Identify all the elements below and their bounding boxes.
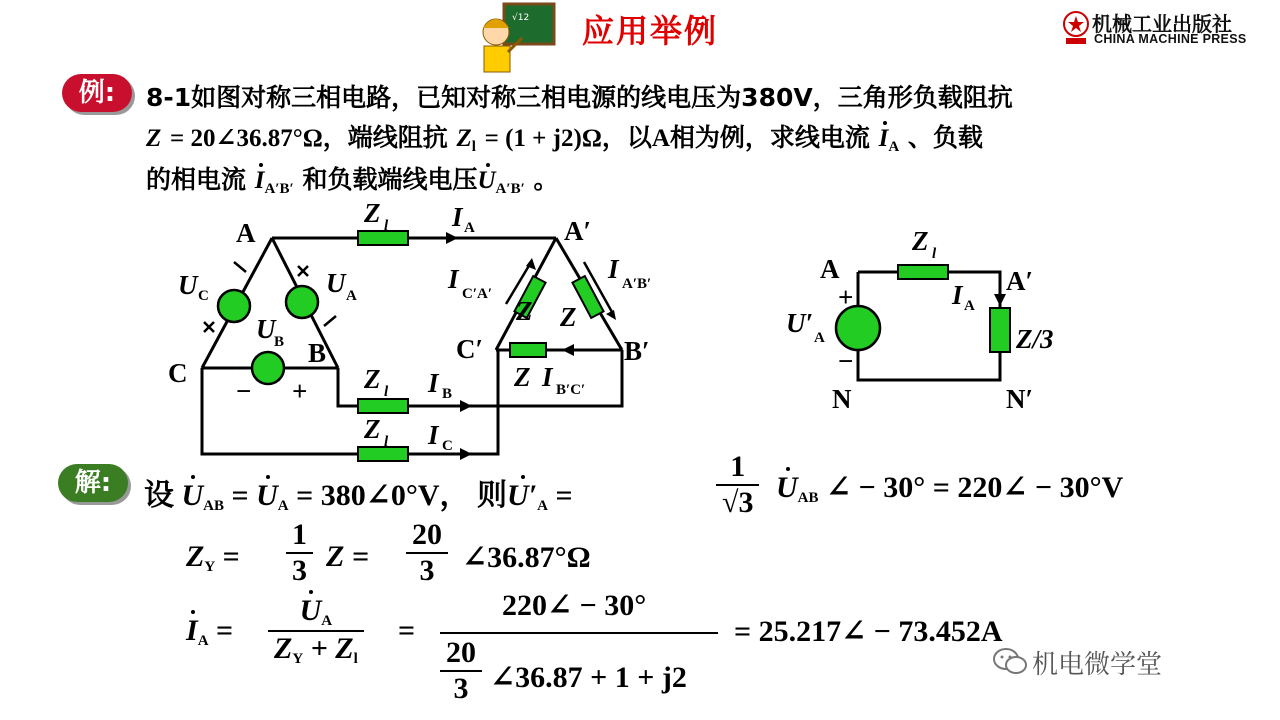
svg-text:B: B [274, 334, 285, 350]
equation-3-result: = 25.217∠ − 73.452A [734, 615, 1003, 648]
svg-text:C: C [442, 438, 453, 454]
wechat-icon [992, 646, 1028, 676]
publisher-name-en: CHINA MACHINE PRESS [1094, 32, 1247, 46]
label-IA: I [952, 280, 963, 310]
label-IAB: I [608, 254, 619, 284]
node-A: A [820, 254, 840, 284]
node-N-prime: N′ [1006, 384, 1034, 414]
node-A-prime: A′ [1006, 266, 1034, 296]
equation-3-denominator-tail: ∠36.87 + 1 + j2 [490, 661, 687, 694]
label-IA: I [452, 202, 463, 232]
example-badge: 例: [62, 74, 132, 112]
label-Zl-A: Z [364, 200, 381, 228]
node-B-prime: B′ [624, 336, 650, 366]
label-ICA: I [448, 264, 459, 294]
node-N: N [832, 384, 852, 414]
page-title: 应用举例 [582, 12, 719, 50]
label-UA-prime: U′ [786, 308, 814, 338]
equation-2: $Z_Y$ = [186, 540, 240, 575]
label-UB: U [256, 314, 276, 344]
problem-line-2: Z = 20∠36.87°Ω，端线阻抗 $Z_l = (1 + j2)\Omega$，以A相为例，求线电流 $I_A$ 、负载 [146, 123, 983, 155]
node-A: A [236, 218, 256, 248]
node-C-prime: C′ [456, 334, 484, 364]
label-UA: U [326, 268, 346, 298]
svg-text:C′A′: C′A′ [462, 286, 493, 302]
equation-3-numerator: 220∠ − 30° [502, 589, 647, 622]
equation-2-z: Z = [326, 540, 369, 573]
svg-text:A: A [814, 330, 825, 346]
label-Z-AB: Z [560, 302, 577, 332]
publisher-name-cn: 机械工业出版社 [1092, 12, 1232, 36]
svg-text:√12: √12 [512, 13, 530, 23]
node-A-prime: A′ [564, 216, 592, 246]
label-Z3: Z/3 [1016, 324, 1054, 354]
label-IBC: I [542, 362, 553, 392]
label-Z-BC: Z [514, 362, 531, 392]
svg-text:l: l [384, 384, 389, 400]
fraction-1-over-3: $\frac{1}{3}$ [286, 518, 313, 588]
svg-text:A′B′: A′B′ [622, 276, 652, 292]
problem-line-3: 的相电流 $I_{A'B'}$ 和负载端线电压$U_{A'B'}$ 。 [146, 165, 559, 197]
label-UC: U [178, 270, 198, 300]
minus-sign: − [236, 376, 252, 406]
svg-text:A: A [964, 298, 975, 314]
plus-sign: + [838, 282, 854, 312]
label-IB: I [428, 368, 439, 398]
single-phase-equivalent-circuit [780, 220, 1080, 420]
fraction-20-over-3: $\frac{20}{3}$ [406, 518, 448, 588]
equation-3: $I_A$ = [186, 614, 234, 649]
label-Z-CA: Z [516, 296, 533, 326]
three-phase-circuit-diagram [160, 200, 680, 470]
svg-text:A: A [346, 288, 357, 304]
svg-text:l: l [932, 246, 937, 262]
fraction-bar [440, 632, 718, 634]
fraction-20-over-3-den: $\frac{20}{3}$ [440, 636, 482, 706]
solution-badge: 解: [58, 464, 128, 502]
teacher-illustration [472, 2, 556, 76]
problem-line-1: 8-1如图对称三相电路，已知对称三相电源的线电压为380V，三角形负载阻抗 [146, 83, 1013, 112]
fraction-ua-over-z: $\frac{U_A}{Z_Y + Z_l}$ [268, 594, 364, 668]
fraction-1-over-root3: $\frac{1}{√3}$ [716, 450, 759, 520]
equation-3-eq: = [398, 614, 416, 647]
plus-sign: + [292, 376, 308, 406]
watermark-text: 机电微学堂 [1032, 650, 1163, 680]
equation-2-tail: ∠36.87°Ω [462, 541, 591, 574]
label-IC: I [428, 420, 439, 450]
minus-sign: − [838, 346, 854, 376]
equation-1-tail: $U_{AB}$ ∠ − 30° = 220∠ − 30°V [776, 471, 1124, 506]
node-B: B [308, 338, 327, 368]
label-Zl-C: Z [364, 414, 381, 444]
svg-text:B′C′: B′C′ [556, 382, 586, 398]
svg-text:l: l [384, 218, 389, 234]
svg-text:A: A [464, 220, 475, 236]
svg-text:B: B [442, 386, 453, 402]
publisher-logo-icon [1062, 8, 1090, 46]
node-C: C [168, 358, 188, 388]
label-Zl: Z [912, 226, 929, 256]
label-Zl-B: Z [364, 364, 381, 394]
equation-1: 设 $U_{AB} = U_A$ = 380∠0°V， 则$U'_A$ = [144, 478, 573, 514]
svg-text:C: C [198, 288, 209, 304]
svg-text:l: l [384, 434, 389, 450]
